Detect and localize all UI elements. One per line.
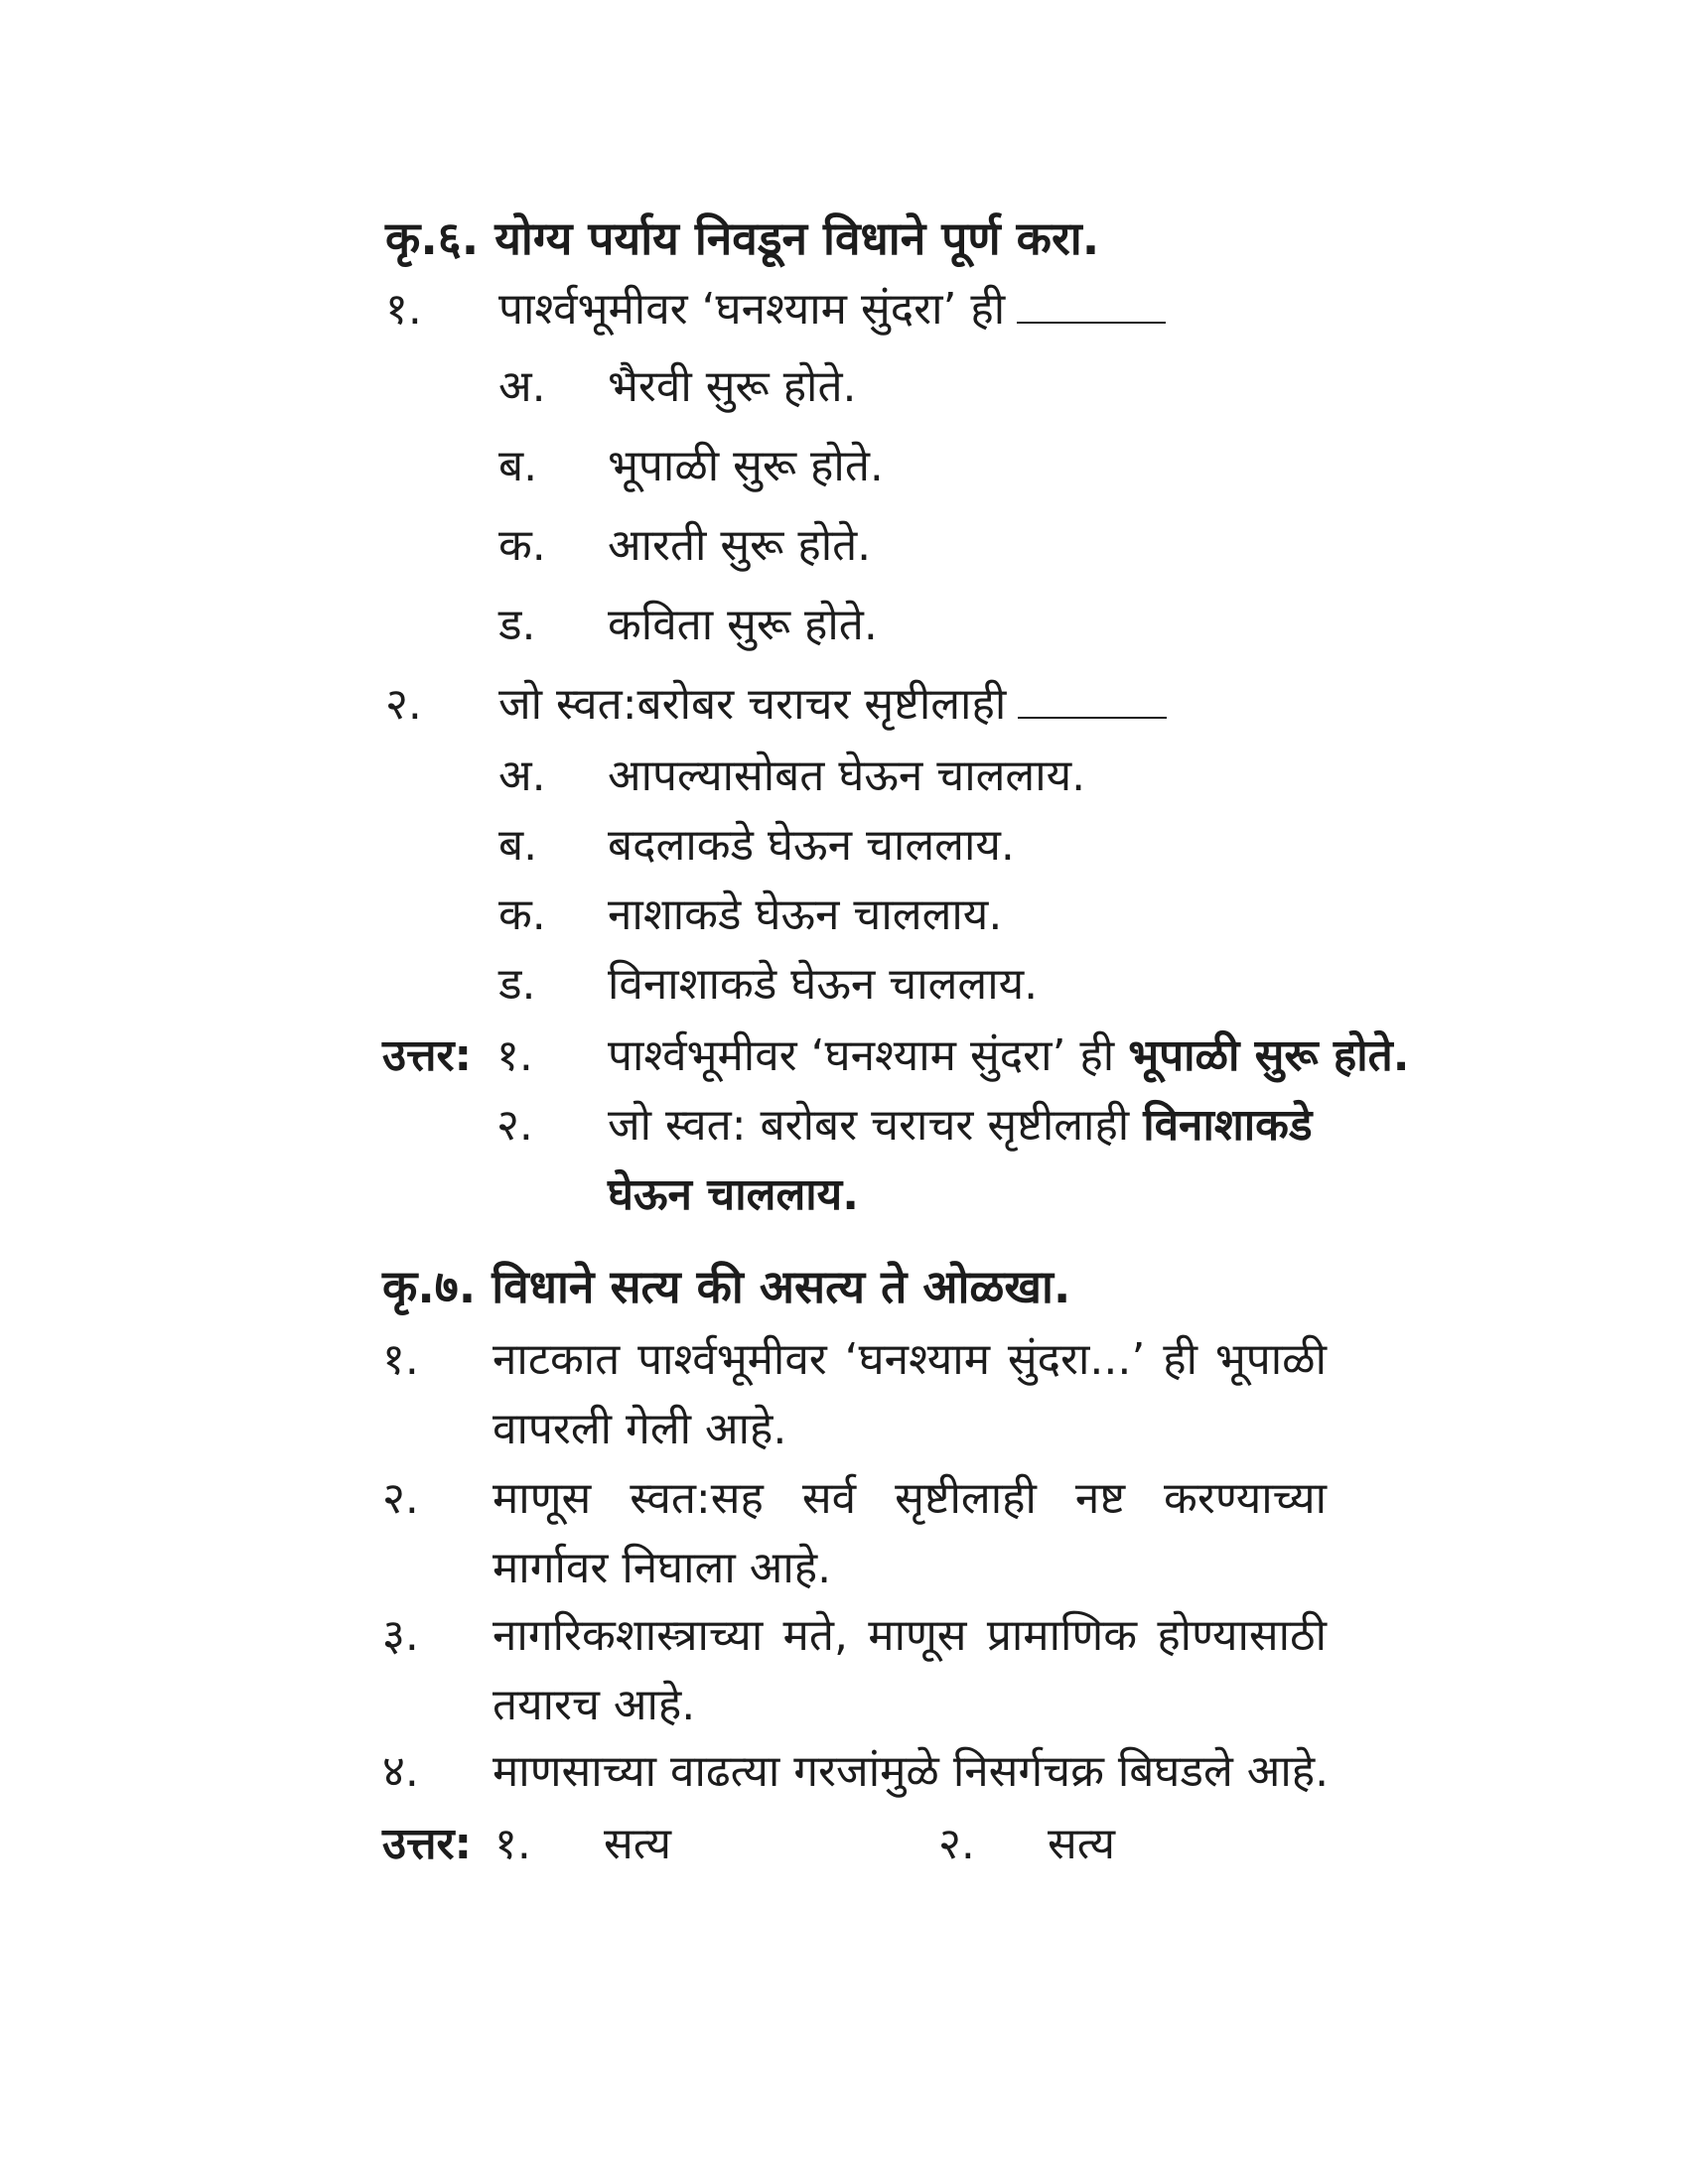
answer-text-continued: घेऊन चाललाय. xyxy=(608,1169,859,1220)
statement-number: १. xyxy=(382,1334,419,1385)
option-text: कविता सुरू होते. xyxy=(608,600,878,650)
option-label: क. xyxy=(498,520,546,571)
item-number: २. xyxy=(385,679,422,730)
question-number: कृ.६. xyxy=(385,211,480,265)
answer-number: १. xyxy=(496,1030,533,1081)
statement-number: २. xyxy=(382,1473,419,1524)
answer-blank xyxy=(1018,677,1167,719)
question-title: योग्य पर्याय निवडून विधाने पूर्ण करा. xyxy=(494,211,1100,265)
option-label: अ. xyxy=(498,751,546,801)
statement-number: ४. xyxy=(382,1746,419,1797)
statement-text: नाटकात पार्श्वभूमीवर ‘घनश्याम सुंदरा...’ ही भूपाळी वापरली गेली आहे. xyxy=(492,1334,1327,1454)
option-text: भूपाळी सुरू होते. xyxy=(608,441,884,491)
option-text: आरती सुरू होते. xyxy=(608,520,872,571)
answer-number: १. xyxy=(494,1819,531,1869)
option-label: अ. xyxy=(498,361,546,412)
question-6-heading xyxy=(385,208,1099,268)
question-title: विधाने सत्य की असत्य ते ओळखा. xyxy=(492,1260,1071,1313)
statement-number: ३. xyxy=(382,1610,419,1661)
answer-blank xyxy=(1017,282,1166,324)
answer-value: सत्य xyxy=(1048,1819,1116,1869)
answer-label: उत्तर: xyxy=(382,1819,473,1869)
question-number: कृ.७. xyxy=(382,1260,477,1313)
option-label: क. xyxy=(498,889,546,940)
statement-text: नागरिकशास्त्राच्या मते, माणूस प्रामाणिक होण्यासाठी तयारच आहे. xyxy=(492,1610,1327,1730)
option-text: आपल्यासोबत घेऊन चाललाय. xyxy=(608,751,1086,801)
option-label: ड. xyxy=(498,600,536,650)
answer-number: २. xyxy=(496,1100,533,1151)
answer-value: सत्य xyxy=(604,1819,672,1869)
option-text: विनाशाकडे घेऊन चाललाय. xyxy=(608,959,1039,1010)
answer-text: पार्श्वभूमीवर ‘घनश्याम सुंदरा’ ही भूपाळी सुरू होते. xyxy=(608,1030,1410,1081)
option-label: ब. xyxy=(498,820,538,871)
statement-text: माणसाच्या वाढत्या गरजांमुळे निसर्गचक्र बिघडले आहे. xyxy=(492,1746,1330,1797)
answer-label: उत्तर: xyxy=(382,1030,473,1081)
answer-text: जो स्वत: बरोबर चराचर सृष्टीलाही विनाशाकडे xyxy=(608,1100,1313,1151)
statement-text: माणूस स्वत:सह सर्व सृष्टीलाही नष्ट करण्याच्या मार्गावर निघाला आहे. xyxy=(492,1473,1327,1593)
item-stem: पार्श्वभूमीवर ‘घनश्याम सुंदरा’ ही xyxy=(498,280,1166,340)
option-text: बदलाकडे घेऊन चाललाय. xyxy=(608,820,1015,871)
option-text: भैरवी सुरू होते. xyxy=(608,361,857,412)
answer-number: २. xyxy=(938,1819,975,1869)
question-7-heading xyxy=(382,1257,1070,1316)
option-label: ड. xyxy=(498,959,536,1010)
option-text: नाशाकडे घेऊन चाललाय. xyxy=(608,889,1003,940)
item-number: १. xyxy=(385,284,422,335)
item-stem: जो स्वत:बरोबर चराचर सृष्टीलाही xyxy=(498,675,1167,735)
option-label: ब. xyxy=(498,441,538,491)
